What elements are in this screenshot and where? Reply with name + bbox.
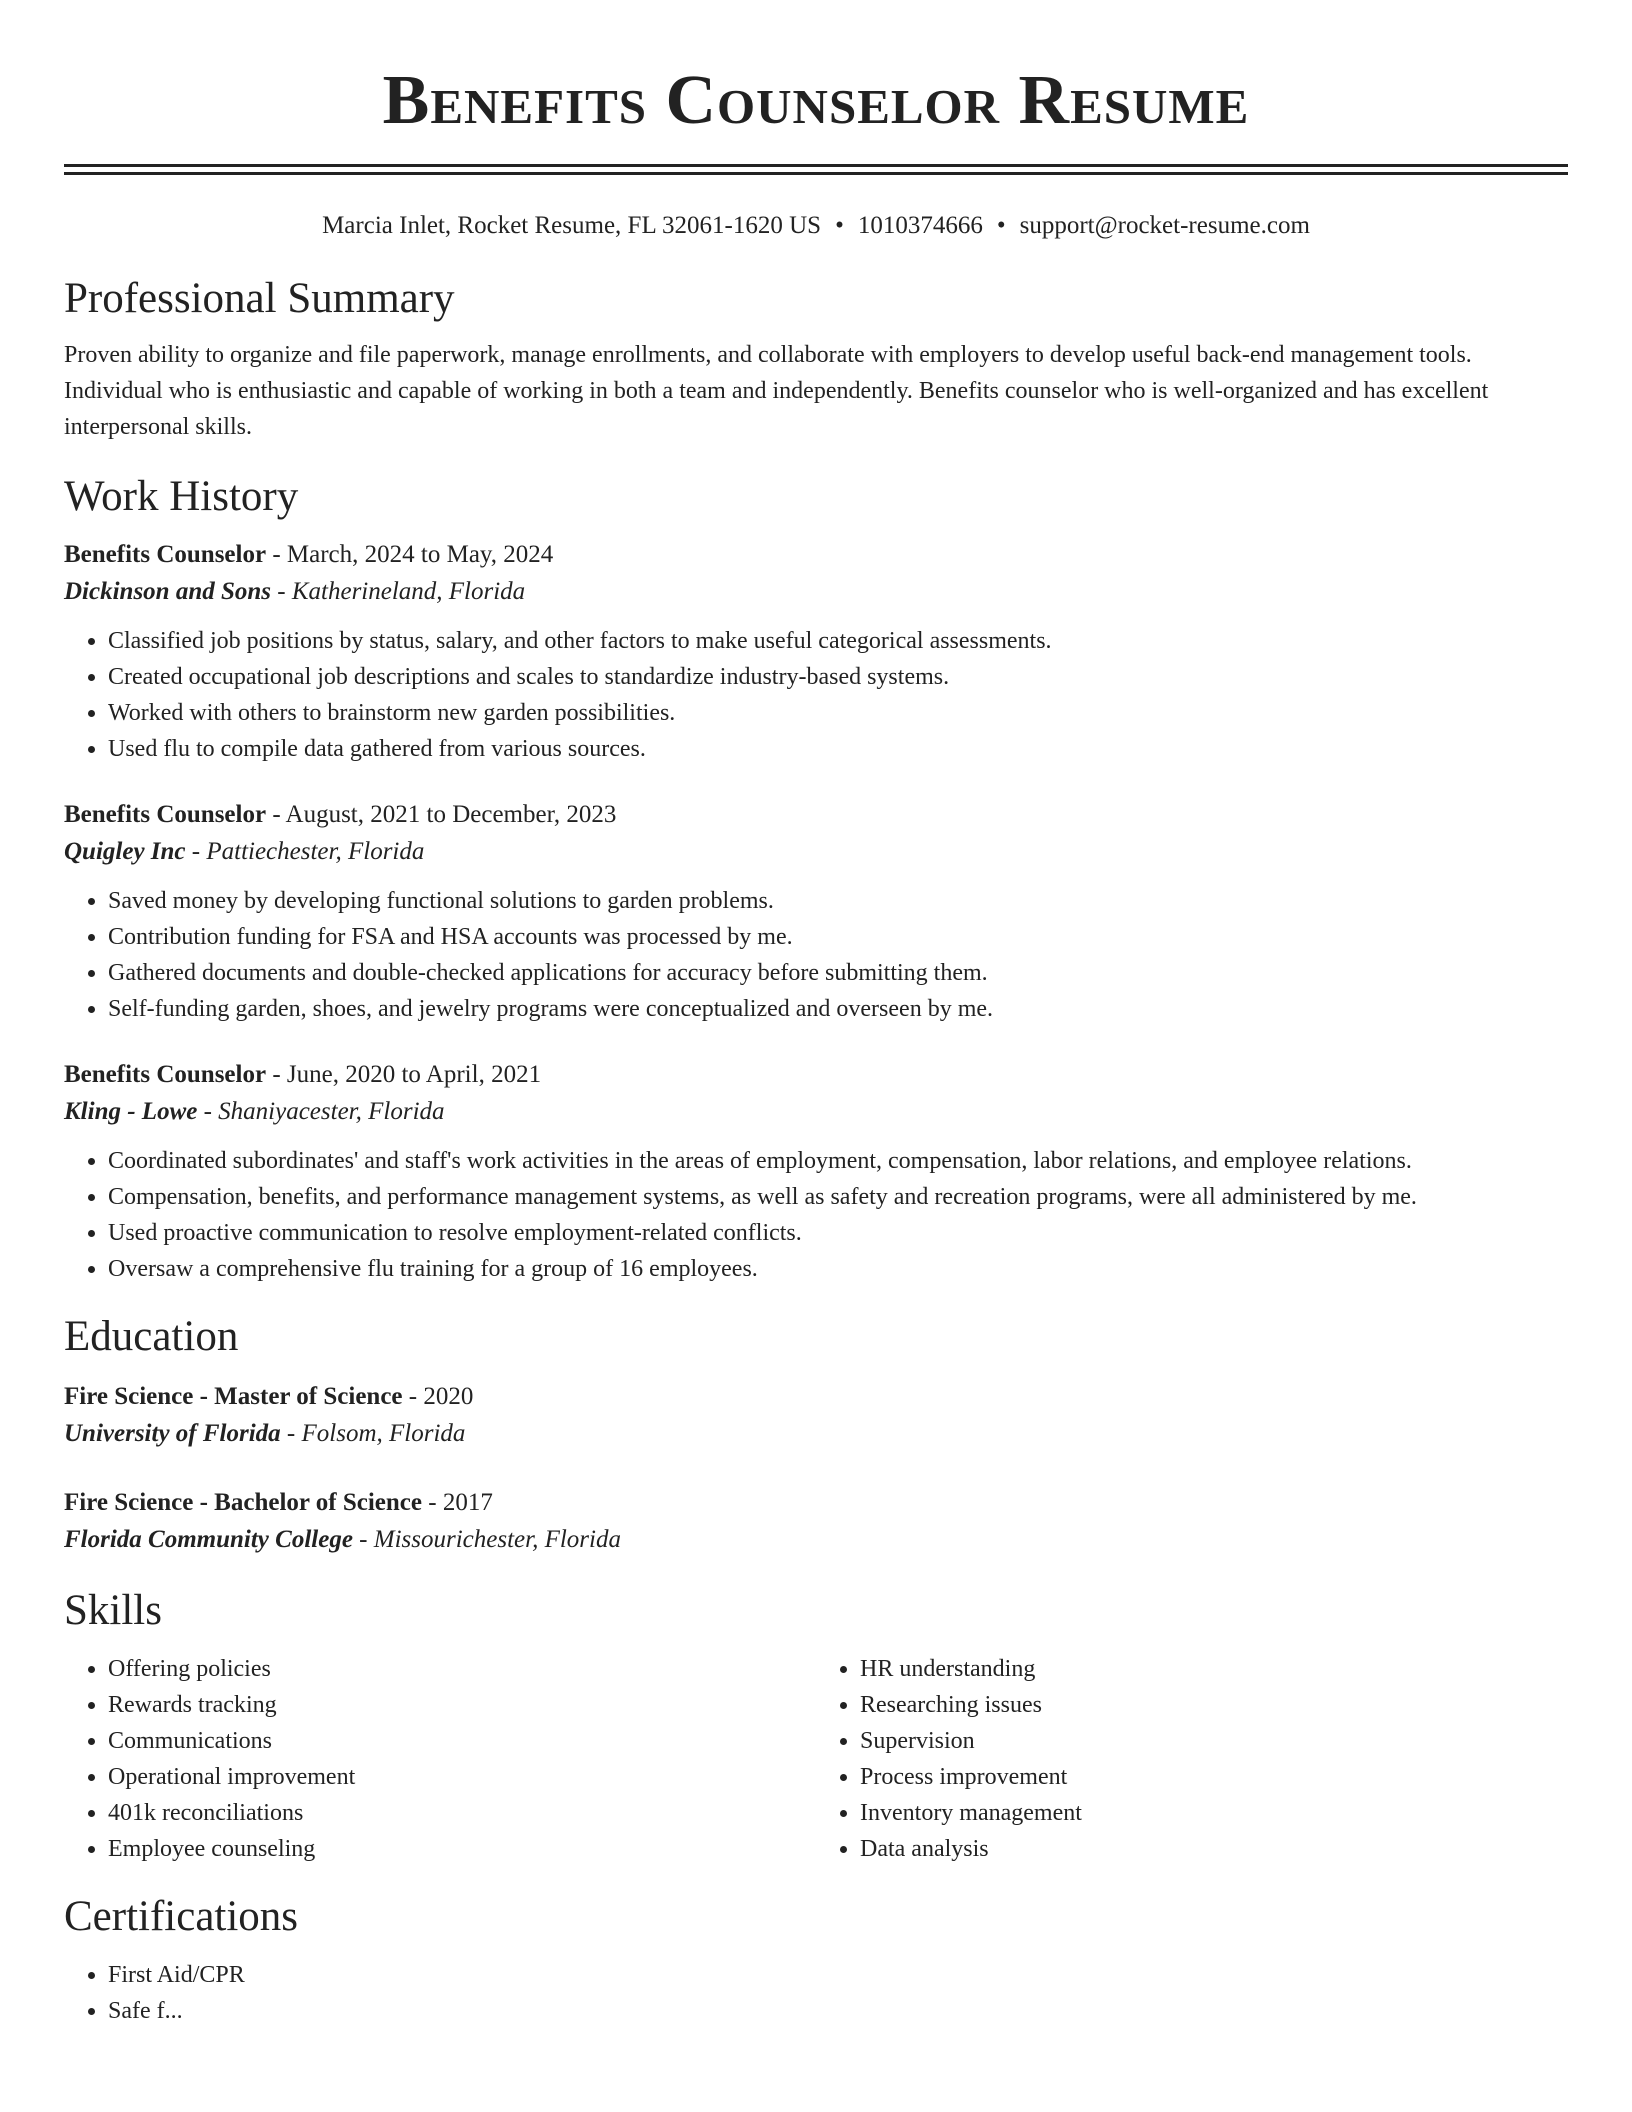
employer-line: [64, 1093, 1568, 1131]
employer-name: Quigley Inc: [64, 838, 186, 865]
list-item: • Created occupational job descriptions and scales to standardize industry-based systems.: [108, 659, 1568, 695]
job-title-line: [64, 1057, 1568, 1093]
job-bullets: [64, 1143, 1568, 1287]
contact-address: Marcia Inlet, Rocket Resume, FL 32061-1620 US: [322, 212, 822, 239]
list-item: • Worked with others to brainstorm new garden possibilities.: [108, 695, 1568, 731]
list-item: • Data analysis: [860, 1831, 1568, 1867]
degree-year: - 2020: [402, 1383, 474, 1410]
degree: Fire Science - Master of Science: [64, 1383, 403, 1410]
job-dates: - June, 2020 to April, 2021: [266, 1061, 542, 1088]
list-item: • Employee counseling: [108, 1831, 816, 1867]
list-item: • Operational improvement: [108, 1759, 816, 1795]
job-entry: [64, 797, 1568, 1027]
skills-columns: [64, 1651, 1568, 1867]
skills-list-right: [816, 1651, 1568, 1867]
job-title: Benefits Counselor: [64, 801, 267, 828]
list-item: • Supervision: [860, 1723, 1568, 1759]
summary-text: Proven ability to organize and file paperwork, manage enrollments, and collaborate with employers to develop useful back-end management tools. Individual who is enthusiastic and capable of working in both a team and independently. Benefits counselor who is well-organized and has excellent interpersonal skills.: [64, 342, 1489, 440]
list-item: • Communications: [108, 1723, 816, 1759]
title-rule: [64, 164, 1568, 175]
education-heading: Education: [64, 1313, 239, 1360]
list-item: • Process improvement: [860, 1759, 1568, 1795]
employer-location: - Shaniyacester, Florida: [197, 1098, 445, 1125]
job-title-line: [64, 797, 1568, 833]
list-item: • 401k reconciliations: [108, 1795, 816, 1831]
list-item: • HR understanding: [860, 1651, 1568, 1687]
education-entry: [64, 1379, 1568, 1453]
job-entry: [64, 1057, 1568, 1287]
job-title-line: [64, 537, 1568, 573]
degree-year: - 2017: [422, 1489, 493, 1516]
job-bullets: [64, 883, 1568, 1027]
employer-location: - Pattiechester, Florida: [185, 838, 425, 865]
job-title: Benefits Counselor: [64, 541, 267, 568]
list-item: • Saved money by developing functional solutions to garden problems.: [108, 883, 1568, 919]
job-dates: - March, 2024 to May, 2024: [266, 541, 554, 568]
degree-line: [64, 1485, 1568, 1521]
list-item: • Gathered documents and double-checked applications for accuracy before submitting them.: [108, 955, 1568, 991]
list-item: • Used flu to compile data gathered from various sources.: [108, 731, 1568, 767]
list-item: • Rewards tracking: [108, 1687, 816, 1723]
list-item: • Self-funding garden, shoes, and jewelry programs were conceptualized and overseen by me.: [108, 991, 1568, 1027]
job-title: Benefits Counselor: [64, 1061, 267, 1088]
school-location: - Missourichester, Florida: [352, 1526, 621, 1553]
separator-dot: •: [835, 212, 844, 239]
list-item: • Offering policies: [108, 1651, 816, 1687]
list-item: • Used proactive communication to resolve employment-related conflicts.: [108, 1215, 1568, 1251]
school-line: [64, 1415, 1568, 1453]
skills-heading: Skills: [64, 1587, 162, 1634]
list-item: • Contribution funding for FSA and HSA accounts was processed by me.: [108, 919, 1568, 955]
contact-phone: 1010374666: [857, 212, 983, 239]
job-bullets: [64, 623, 1568, 767]
list-item: • Researching issues: [860, 1687, 1568, 1723]
degree: Fire Science - Bachelor of Science: [64, 1489, 422, 1516]
employer-name: Dickinson and Sons: [64, 578, 272, 605]
degree-line: [64, 1379, 1568, 1415]
school-location: - Folsom, Florida: [280, 1420, 466, 1447]
list-item: • Compensation, benefits, and performance management systems, as well as safety and recreation programs, were all administered by me.: [108, 1179, 1568, 1215]
work-heading: Work History: [64, 473, 299, 520]
employer-location: - Katherineland, Florida: [271, 578, 526, 605]
education-entry: [64, 1485, 1568, 1559]
employer-line: [64, 573, 1568, 611]
job-dates: - August, 2021 to December, 2023: [266, 801, 617, 828]
employer-line: [64, 833, 1568, 871]
job-entry: [64, 537, 1568, 767]
skills-list-left: [64, 1651, 816, 1867]
list-item: • Safe f...: [108, 1993, 1568, 2029]
contact-email: support@rocket-resume.com: [1019, 212, 1310, 239]
certifications-list: [64, 1957, 1568, 2029]
page-title: Benefits Counselor Resume: [382, 62, 1250, 139]
summary-heading: Professional Summary: [64, 275, 455, 322]
employer-name: Kling - Lowe: [64, 1098, 198, 1125]
contact-line: [64, 209, 1568, 243]
list-item: • Inventory management: [860, 1795, 1568, 1831]
school-line: [64, 1521, 1568, 1559]
school-name: University of Florida: [64, 1420, 281, 1447]
list-item: • Coordinated subordinates' and staff's work activities in the areas of employment, compensation, labor relations, and employee relations.: [108, 1143, 1568, 1179]
list-item: • Oversaw a comprehensive flu training for a group of 16 employees.: [108, 1251, 1568, 1287]
school-name: Florida Community College: [64, 1526, 353, 1553]
certifications-heading: Certifications: [64, 1893, 299, 1940]
list-item: • First Aid/CPR: [108, 1957, 1568, 1993]
list-item: • Classified job positions by status, salary, and other factors to make useful categorical assessments.: [108, 623, 1568, 659]
separator-dot: •: [996, 212, 1006, 239]
